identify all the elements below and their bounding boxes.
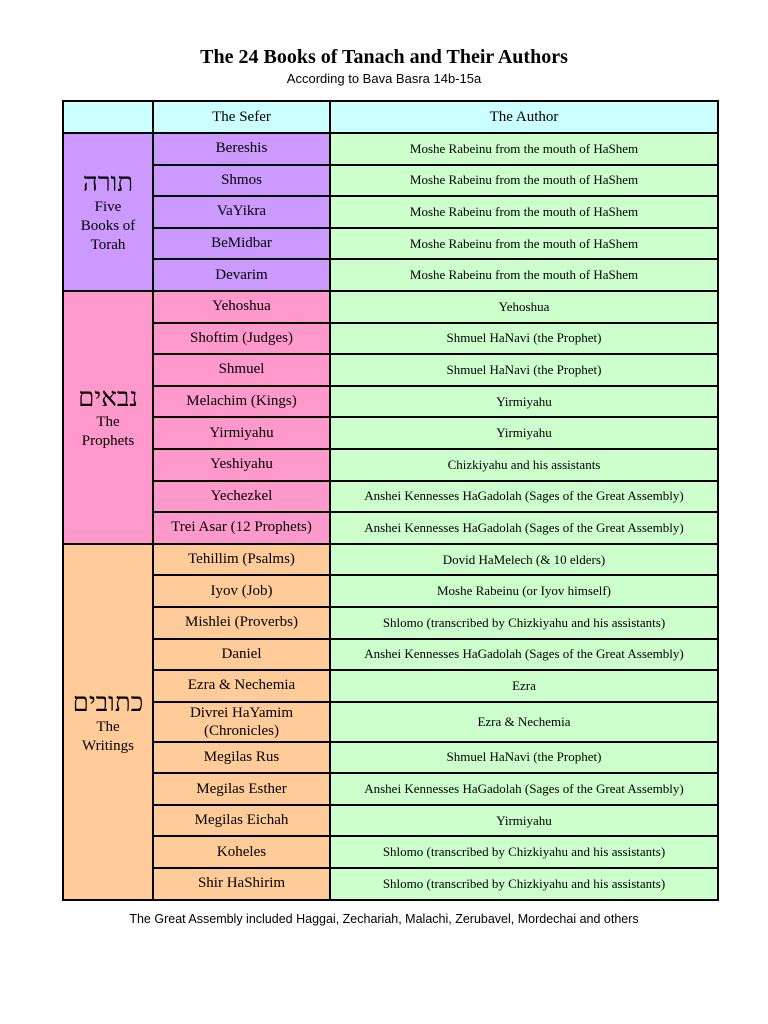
sefer-cell: BeMidbar	[153, 228, 330, 260]
page-subtitle: According to Bava Basra 14b-15a	[286, 71, 482, 86]
author-cell: Shmuel HaNavi (the Prophet)	[330, 742, 718, 774]
table-row	[63, 481, 718, 513]
sefer-cell: Mishlei (Proverbs)	[153, 607, 330, 639]
table-row	[63, 805, 718, 837]
sefer-cell: Tehillim (Psalms)	[153, 544, 330, 576]
table-row	[63, 773, 718, 805]
header-blank	[63, 101, 153, 133]
table-row	[63, 386, 718, 418]
author-cell: Shmuel HaNavi (the Prophet)	[330, 354, 718, 386]
sefer-cell: Shir HaShirim	[153, 868, 330, 900]
sefer-cell: Shmos	[153, 165, 330, 197]
table-row	[63, 291, 718, 323]
author-cell: Ezra & Nechemia	[330, 702, 718, 742]
table-row	[63, 607, 718, 639]
author-cell: Yirmiyahu	[330, 805, 718, 837]
sefer-cell: Koheles	[153, 836, 330, 868]
author-cell: Anshei Kennesses HaGadolah (Sages of the Great Assembly)	[330, 773, 718, 805]
section-label-line: Five	[94, 199, 122, 216]
section-label-line: The	[96, 414, 120, 431]
table-row	[63, 670, 718, 702]
author-cell: Yehoshua	[330, 291, 718, 323]
author-cell: Shlomo (transcribed by Chizkiyahu and his assistants)	[330, 836, 718, 868]
sefer-cell: Daniel	[153, 639, 330, 671]
section-hebrew-title: כתובים	[72, 687, 144, 717]
author-cell: Moshe Rabeinu (or Iyov himself)	[330, 575, 718, 607]
table-row	[63, 575, 718, 607]
table-row	[63, 449, 718, 481]
table-row	[63, 868, 718, 900]
author-cell: Yirmiyahu	[330, 386, 718, 418]
table-row	[63, 354, 718, 386]
sefer-cell: Yeshiyahu	[153, 449, 330, 481]
section-cell-torah	[63, 133, 153, 291]
section-label-line: Torah	[90, 237, 126, 254]
header-sefer: The Sefer	[153, 101, 330, 133]
table-row	[63, 639, 718, 671]
table-row	[63, 702, 718, 742]
section-hebrew-title: נבאים	[78, 383, 138, 413]
sefer-cell: Ezra & Nechemia	[153, 670, 330, 702]
table-row	[63, 228, 718, 260]
footer-note: The Great Assembly included Haggai, Zechariah, Malachi, Zerubavel, Mordechai and others	[129, 912, 639, 926]
sefer-cell: Yechezkel	[153, 481, 330, 513]
author-cell: Anshei Kennesses HaGadolah (Sages of the Great Assembly)	[330, 639, 718, 671]
author-cell: Anshei Kennesses HaGadolah (Sages of the Great Assembly)	[330, 512, 718, 544]
table-row	[63, 323, 718, 355]
sefer-cell: Trei Asar (12 Prophets)	[153, 512, 330, 544]
author-cell: Moshe Rabeinu from the mouth of HaShem	[330, 228, 718, 260]
table-body	[63, 133, 718, 900]
author-cell: Ezra	[330, 670, 718, 702]
sefer-name-line: Divrei HaYamim	[189, 704, 294, 721]
books-table	[62, 100, 719, 901]
author-cell: Moshe Rabeinu from the mouth of HaShem	[330, 196, 718, 228]
sefer-cell: Yirmiyahu	[153, 417, 330, 449]
table-row	[63, 133, 718, 165]
sefer-name-line: (Chronicles)	[204, 722, 279, 739]
header-author: The Author	[330, 101, 718, 133]
table-row	[63, 836, 718, 868]
sefer-cell: Iyov (Job)	[153, 575, 330, 607]
sefer-cell: Devarim	[153, 259, 330, 291]
section-cell-ksuvim	[63, 544, 153, 900]
author-cell: Dovid HaMelech (& 10 elders)	[330, 544, 718, 576]
section-label-line: Writings	[82, 737, 134, 754]
sefer-cell: Melachim (Kings)	[153, 386, 330, 418]
section-cell-neviim	[63, 291, 153, 544]
table-row	[63, 417, 718, 449]
author-cell: Moshe Rabeinu from the mouth of HaShem	[330, 165, 718, 197]
author-cell: Shlomo (transcribed by Chizkiyahu and his assistants)	[330, 868, 718, 900]
section-label-line: Books of	[80, 218, 136, 235]
table-row	[63, 512, 718, 544]
author-cell: Chizkiyahu and his assistants	[330, 449, 718, 481]
sefer-cell: VaYikra	[153, 196, 330, 228]
table-row	[63, 742, 718, 774]
page-title: The 24 Books of Tanach and Their Authors	[200, 46, 568, 68]
author-cell: Moshe Rabeinu from the mouth of HaShem	[330, 133, 718, 165]
sefer-cell: Shoftim (Judges)	[153, 323, 330, 355]
table-row	[63, 196, 718, 228]
sefer-cell: Yehoshua	[153, 291, 330, 323]
table-row	[63, 259, 718, 291]
section-hebrew-title: תורה	[82, 168, 134, 198]
section-label-line: The	[96, 718, 120, 735]
sefer-cell	[153, 702, 330, 742]
author-cell: Shmuel HaNavi (the Prophet)	[330, 323, 718, 355]
author-cell: Moshe Rabeinu from the mouth of HaShem	[330, 259, 718, 291]
sefer-cell: Bereshis	[153, 133, 330, 165]
sefer-cell: Megilas Eichah	[153, 805, 330, 837]
author-cell: Anshei Kennesses HaGadolah (Sages of the Great Assembly)	[330, 481, 718, 513]
section-label-line: Prophets	[81, 433, 135, 450]
table-row	[63, 544, 718, 576]
author-cell: Yirmiyahu	[330, 417, 718, 449]
sefer-cell: Shmuel	[153, 354, 330, 386]
author-cell: Shlomo (transcribed by Chizkiyahu and his assistants)	[330, 607, 718, 639]
sefer-cell: Megilas Rus	[153, 742, 330, 774]
sefer-cell: Megilas Esther	[153, 773, 330, 805]
table-row	[63, 165, 718, 197]
table-header-row	[63, 101, 718, 133]
